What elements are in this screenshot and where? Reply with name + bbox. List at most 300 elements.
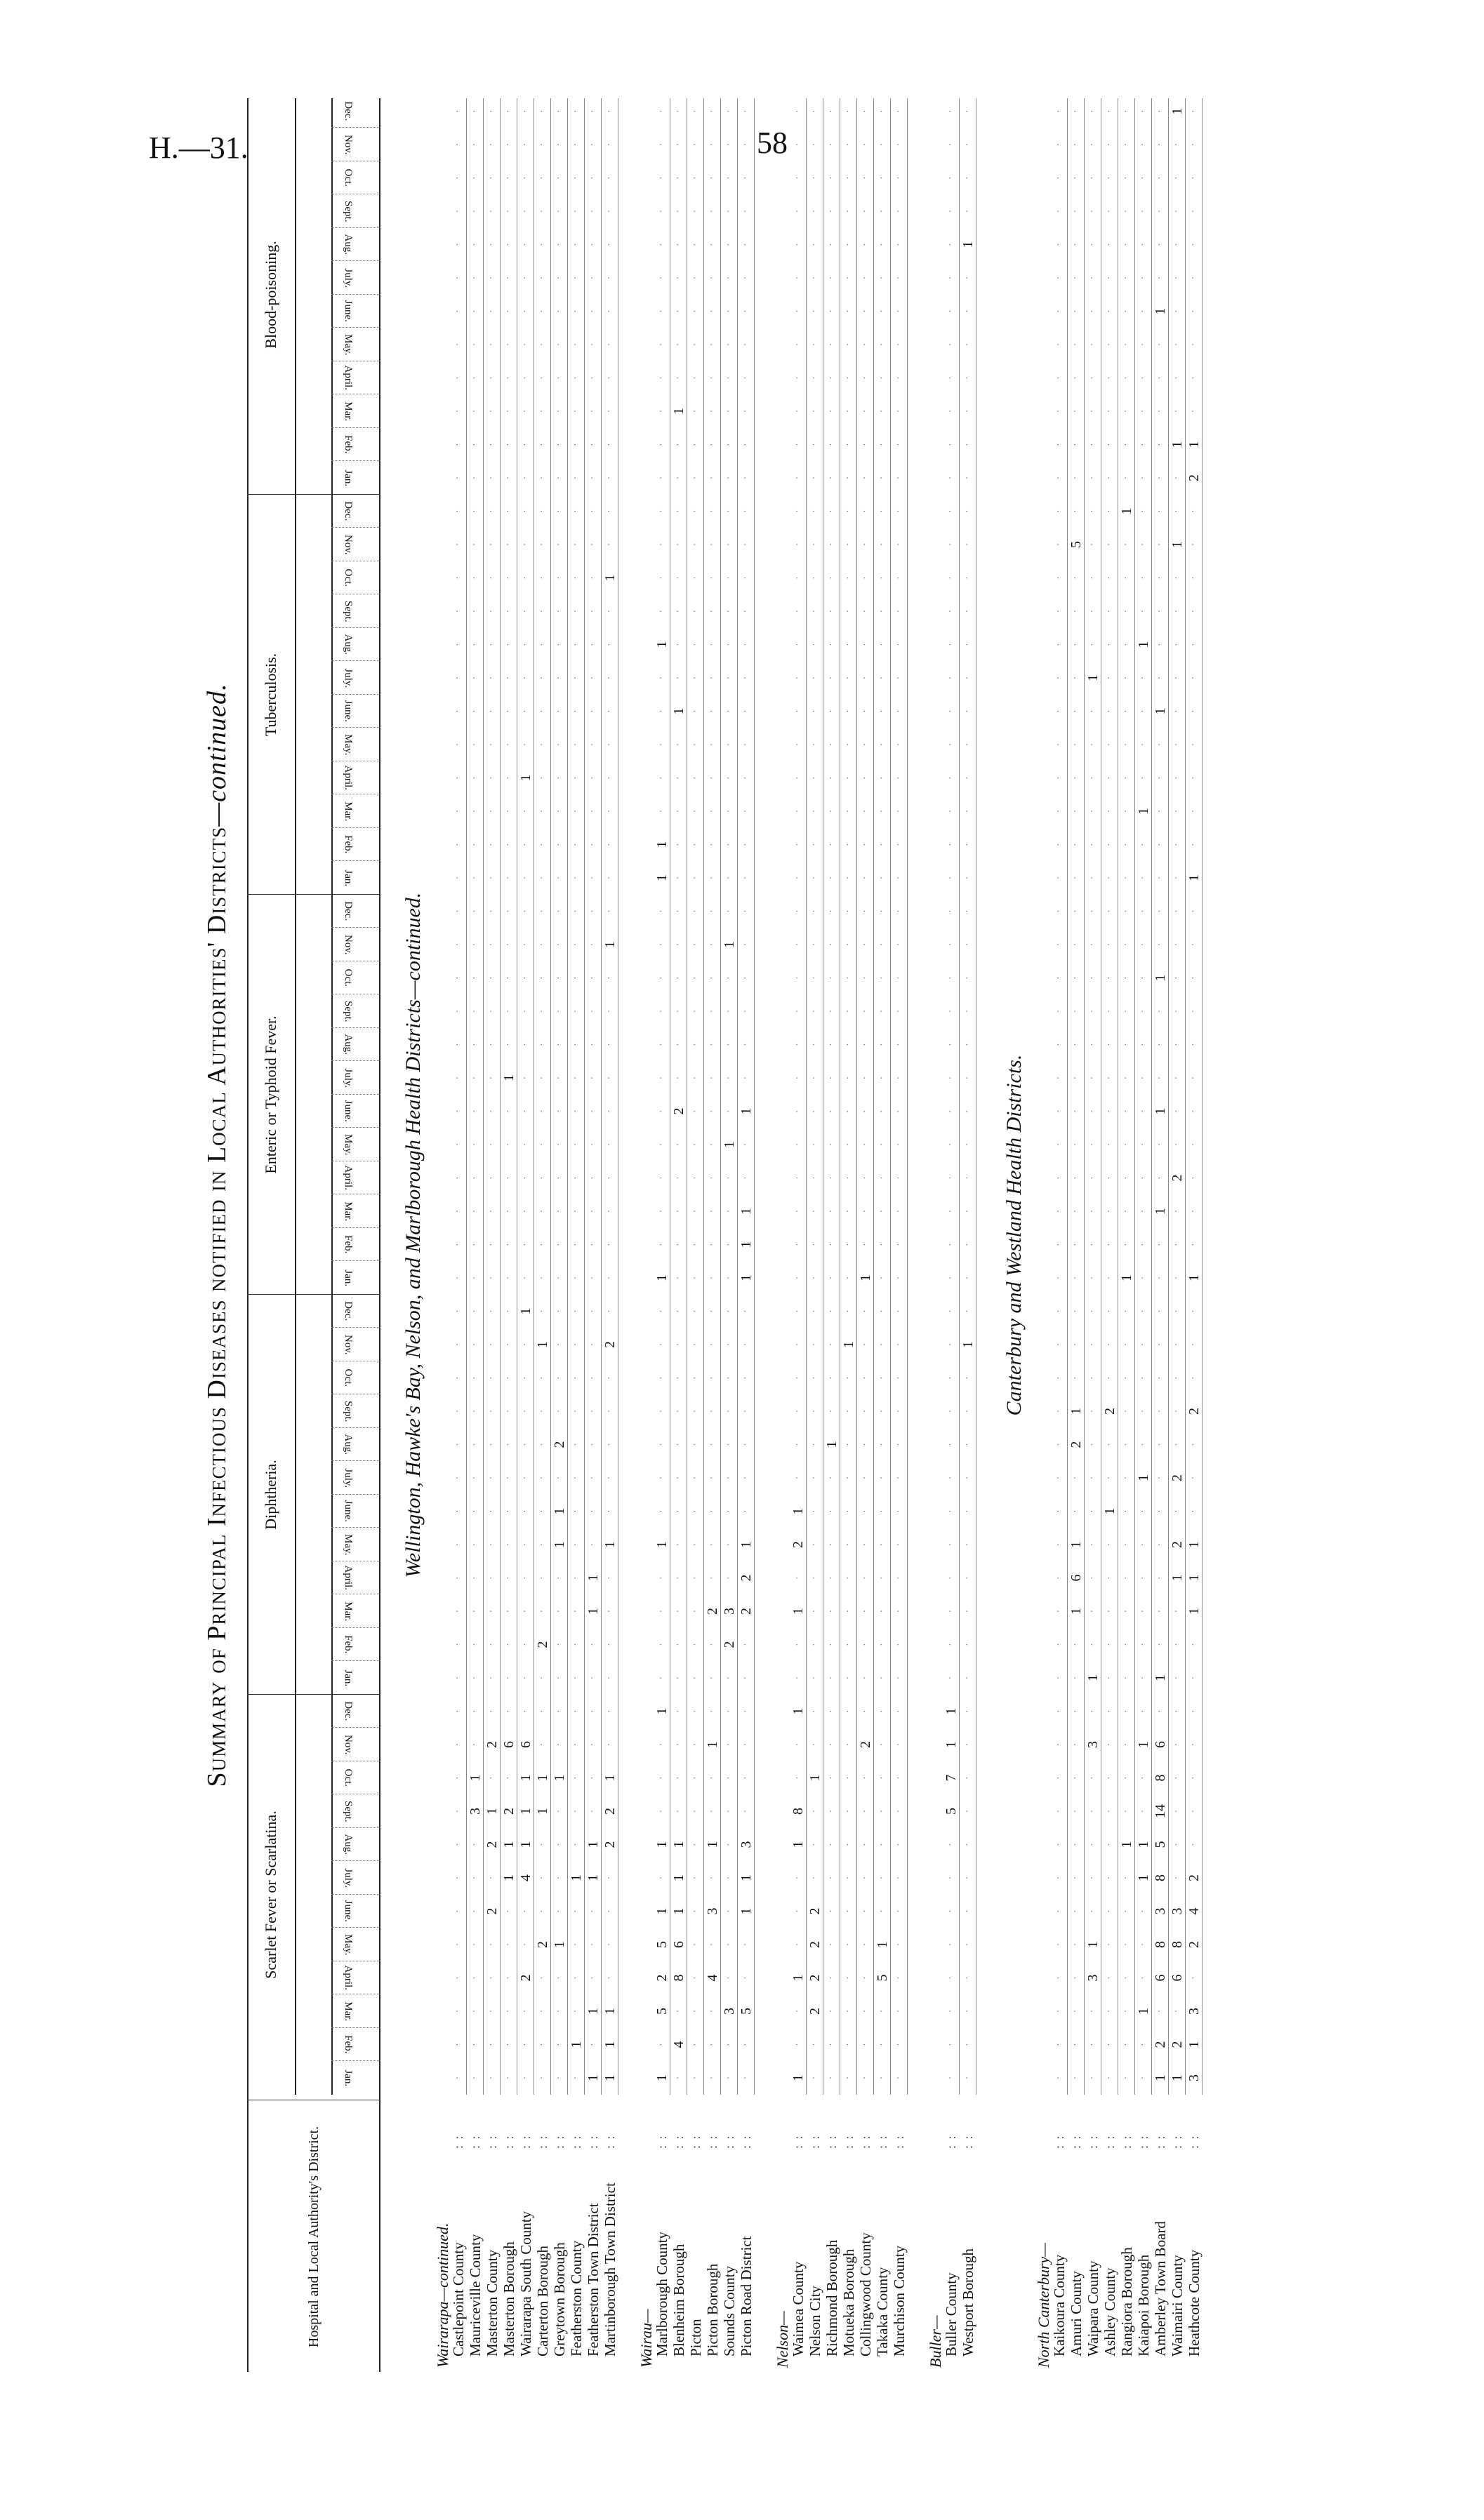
empty-cell-dot: · [1138, 1376, 1148, 1380]
empty-cell-dot: · [470, 476, 480, 480]
empty-cell-dot: · [470, 176, 480, 180]
empty-cell-dot: · [537, 643, 548, 646]
empty-cell-dot: · [571, 843, 581, 846]
empty-cell-dot: · [690, 1576, 701, 1580]
empty-cell-dot: · [946, 309, 956, 313]
district-name: Marlborough County [654, 2232, 670, 2356]
empty-cell-dot: · [503, 843, 514, 846]
empty-cell-dot: · [707, 1309, 717, 1313]
empty-cell-dot: · [537, 1542, 548, 1547]
leader-dots: : : [859, 2134, 873, 2149]
empty-cell-dot: · [588, 1309, 598, 1313]
empty-cell-dot: · [707, 1709, 717, 1713]
leader-dots: : : [1153, 2134, 1167, 2149]
empty-cell-dot: · [809, 309, 820, 313]
district-name: Waimea County [790, 2261, 807, 2356]
empty-cell-dot: · [486, 1876, 497, 1880]
month-divider [331, 794, 380, 795]
leader-dots: : : [485, 2134, 499, 2149]
month-header: June. [343, 1100, 354, 1123]
empty-cell-dot: · [503, 1542, 514, 1547]
empty-cell-dot: · [962, 1376, 973, 1380]
empty-cell-dot: · [656, 409, 667, 413]
empty-cell-dot: · [656, 1309, 667, 1313]
case-count: 1 [1136, 1474, 1151, 1481]
empty-cell-dot: · [826, 1843, 837, 1846]
case-count: 6 [518, 1741, 534, 1748]
empty-cell-dot: · [470, 1609, 480, 1613]
empty-cell-dot: · [1172, 1776, 1182, 1780]
empty-cell-dot: · [707, 609, 717, 613]
empty-cell-dot: · [946, 1409, 956, 1413]
empty-cell-dot: · [877, 1643, 887, 1646]
case-count: 7 [943, 1774, 959, 1782]
empty-cell-dot: · [520, 2043, 531, 2046]
empty-cell-dot: · [1172, 1443, 1182, 1446]
empty-cell-dot: · [1054, 1142, 1064, 1147]
case-count: 1 [501, 1841, 517, 1848]
empty-cell-dot: · [453, 1542, 463, 1547]
empty-cell-dot: · [894, 1443, 904, 1446]
month-header: May. [343, 1534, 354, 1556]
empty-cell-dot: · [1087, 1443, 1098, 1446]
empty-cell-dot: · [826, 1776, 837, 1780]
empty-cell-dot: · [690, 1676, 701, 1680]
empty-cell-dot: · [724, 342, 734, 347]
empty-cell-dot: · [1054, 1742, 1064, 1747]
empty-cell-dot: · [673, 1709, 684, 1713]
leader-dots: : : [536, 2134, 550, 2149]
empty-cell-dot: · [1071, 243, 1081, 246]
empty-cell-dot: · [1054, 1909, 1064, 1913]
case-count: 6 [671, 1941, 687, 1948]
empty-cell-dot: · [962, 509, 973, 513]
empty-cell-dot: · [1188, 309, 1199, 313]
title-continued: —continued. [202, 683, 232, 827]
empty-cell-dot: · [724, 976, 734, 980]
leader-dots: : : [1103, 2134, 1117, 2149]
empty-cell-dot: · [1138, 909, 1148, 913]
empty-cell-dot: · [554, 1109, 564, 1113]
district-name: Richmond Borough [823, 2239, 840, 2356]
empty-cell-dot: · [946, 709, 956, 713]
empty-cell-dot: · [962, 1076, 973, 1080]
empty-cell-dot: · [793, 909, 803, 913]
empty-cell-dot: · [1155, 443, 1165, 446]
empty-cell-dot: · [1155, 1309, 1165, 1313]
empty-cell-dot: · [673, 1542, 684, 1547]
header-bottom-rule [379, 98, 380, 2372]
empty-cell-dot: · [946, 1942, 956, 1947]
empty-cell-dot: · [962, 609, 973, 613]
empty-cell-dot: · [1104, 609, 1115, 613]
empty-cell-dot: · [1188, 376, 1199, 380]
month-header: June. [343, 700, 354, 723]
empty-cell-dot: · [588, 1509, 598, 1513]
month-header: Dec. [343, 1701, 354, 1721]
empty-cell-dot: · [470, 109, 480, 113]
empty-cell-dot: · [860, 2043, 870, 2046]
empty-cell-dot: · [1071, 1709, 1081, 1713]
month-header: Jan. [343, 469, 354, 487]
empty-cell-dot: · [537, 1976, 548, 1980]
empty-cell-dot: · [1188, 509, 1199, 513]
empty-cell-dot: · [1054, 176, 1064, 180]
empty-cell-dot: · [1138, 1809, 1148, 1813]
empty-cell-dot: · [946, 2076, 956, 2080]
empty-cell-dot: · [1087, 243, 1098, 246]
empty-cell-dot: · [1121, 109, 1132, 113]
empty-cell-dot: · [793, 1776, 803, 1780]
district-name: Sounds County [721, 2266, 738, 2356]
empty-cell-dot: · [724, 809, 734, 813]
empty-cell-dot: · [1071, 809, 1081, 813]
empty-cell-dot: · [486, 1643, 497, 1646]
empty-cell-dot: · [486, 243, 497, 246]
empty-cell-dot: · [877, 1509, 887, 1513]
empty-cell-dot: · [1121, 1709, 1132, 1713]
case-count: 2 [671, 1107, 687, 1115]
empty-cell-dot: · [656, 476, 667, 480]
empty-cell-dot: · [860, 409, 870, 413]
case-count: 1 [654, 2074, 670, 2081]
empty-cell-dot: · [673, 976, 684, 980]
empty-cell-dot: · [894, 476, 904, 480]
empty-cell-dot: · [707, 443, 717, 446]
empty-cell-dot: · [1121, 809, 1132, 813]
empty-cell-dot: · [690, 1742, 701, 1747]
empty-cell-dot: · [946, 243, 956, 246]
empty-cell-dot: · [470, 276, 480, 280]
empty-cell-dot: · [1155, 1509, 1165, 1513]
empty-cell-dot: · [707, 409, 717, 413]
row-rule [1185, 98, 1186, 2095]
empty-cell-dot: · [690, 1776, 701, 1780]
case-count: 1 [1153, 707, 1168, 715]
empty-cell-dot: · [809, 576, 820, 580]
empty-cell-dot: · [1172, 476, 1182, 480]
empty-cell-dot: · [503, 1909, 514, 1913]
month-divider [331, 1894, 380, 1895]
group-header-0: Scarlet Fever or Scarlatina. [262, 1811, 279, 1979]
month-divider [331, 461, 380, 462]
empty-cell-dot: · [571, 1243, 581, 1246]
empty-cell-dot: · [793, 776, 803, 780]
empty-cell-dot: · [860, 942, 870, 947]
empty-cell-dot: · [962, 1942, 973, 1947]
empty-cell-dot: · [1071, 976, 1081, 980]
empty-cell-dot: · [486, 1609, 497, 1613]
empty-cell-dot: · [1155, 909, 1165, 913]
empty-cell-dot: · [486, 843, 497, 846]
empty-cell-dot: · [860, 1876, 870, 1880]
empty-cell-dot: · [741, 1076, 751, 1080]
table-header [247, 98, 380, 2372]
empty-cell-dot: · [962, 476, 973, 480]
empty-cell-dot: · [894, 843, 904, 846]
empty-cell-dot: · [554, 243, 564, 246]
empty-cell-dot: · [1172, 876, 1182, 880]
case-count: 1 [654, 1541, 670, 1548]
empty-cell-dot: · [571, 276, 581, 280]
empty-cell-dot: · [741, 1942, 751, 1947]
empty-cell-dot: · [894, 1542, 904, 1547]
empty-cell-dot: · [860, 509, 870, 513]
empty-cell-dot: · [453, 709, 463, 713]
empty-cell-dot: · [486, 1209, 497, 1213]
empty-cell-dot: · [860, 1909, 870, 1913]
empty-cell-dot: · [1104, 109, 1115, 113]
case-count: 1 [552, 1541, 567, 1548]
empty-cell-dot: · [962, 1009, 973, 1013]
empty-cell-dot: · [894, 1609, 904, 1613]
empty-cell-dot: · [1087, 576, 1098, 580]
empty-cell-dot: · [843, 309, 854, 313]
empty-cell-dot: · [1138, 1509, 1148, 1513]
case-count: 2 [535, 1641, 550, 1648]
empty-cell-dot: · [894, 1409, 904, 1413]
empty-cell-dot: · [843, 376, 854, 380]
empty-cell-dot: · [946, 342, 956, 347]
empty-cell-dot: · [724, 1709, 734, 1713]
leader-dots: : : [672, 2134, 686, 2149]
empty-cell-dot: · [724, 1376, 734, 1380]
empty-cell-dot: · [1104, 243, 1115, 246]
empty-cell-dot: · [877, 176, 887, 180]
empty-cell-dot: · [453, 1443, 463, 1446]
empty-cell-dot: · [1071, 1509, 1081, 1513]
empty-cell-dot: · [724, 1876, 734, 1880]
empty-cell-dot: · [1071, 276, 1081, 280]
empty-cell-dot: · [946, 409, 956, 413]
empty-cell-dot: · [860, 1676, 870, 1680]
empty-cell-dot: · [453, 376, 463, 380]
month-header: Aug. [343, 634, 354, 655]
empty-cell-dot: · [1172, 1809, 1182, 1813]
empty-cell-dot: · [843, 1176, 854, 1180]
empty-cell-dot: · [673, 676, 684, 680]
empty-cell-dot: · [1087, 2076, 1098, 2080]
empty-cell-dot: · [843, 1609, 854, 1613]
leader-dots: : : [791, 2134, 805, 2149]
leader-dots: : : [1170, 2134, 1184, 2149]
empty-cell-dot: · [1054, 643, 1064, 646]
empty-cell-dot: · [673, 1409, 684, 1413]
empty-cell-dot: · [1054, 2043, 1064, 2046]
empty-cell-dot: · [588, 809, 598, 813]
empty-cell-dot: · [554, 909, 564, 913]
empty-cell-dot: · [453, 1676, 463, 1680]
empty-cell-dot: · [673, 109, 684, 113]
empty-cell-dot: · [741, 1376, 751, 1380]
empty-cell-dot: · [707, 1409, 717, 1413]
empty-cell-dot: · [707, 1176, 717, 1180]
row-rule [703, 98, 704, 2095]
empty-cell-dot: · [486, 809, 497, 813]
month-header: Jan. [343, 869, 354, 887]
month-divider [331, 1861, 380, 1862]
leader-dots: : : [689, 2134, 703, 2149]
empty-cell-dot: · [537, 1009, 548, 1013]
empty-cell-dot: · [826, 1809, 837, 1813]
leader-dots: : : [603, 2134, 617, 2149]
empty-cell-dot: · [604, 409, 615, 413]
empty-cell-dot: · [486, 576, 497, 580]
empty-cell-dot: · [503, 909, 514, 913]
empty-cell-dot: · [1172, 176, 1182, 180]
empty-cell-dot: · [1138, 1109, 1148, 1113]
empty-cell-dot: · [537, 843, 548, 846]
empty-cell-dot: · [894, 2076, 904, 2080]
empty-cell-dot: · [843, 1443, 854, 1446]
row-rule [466, 98, 467, 2095]
empty-cell-dot: · [1121, 709, 1132, 713]
empty-cell-dot: · [946, 1509, 956, 1513]
case-count: 1 [790, 1974, 806, 1982]
empty-cell-dot: · [1121, 142, 1132, 147]
empty-cell-dot: · [537, 876, 548, 880]
month-header: July. [343, 1468, 354, 1488]
empty-cell-dot: · [588, 942, 598, 947]
empty-cell-dot: · [604, 1476, 615, 1480]
empty-cell-dot: · [1121, 2076, 1132, 2080]
empty-cell-dot: · [520, 1909, 531, 1913]
empty-cell-dot: · [554, 443, 564, 446]
empty-cell-dot: · [707, 542, 717, 547]
empty-cell-dot: · [707, 109, 717, 113]
empty-cell-dot: · [690, 276, 701, 280]
case-count: 1 [1068, 1408, 1084, 1415]
empty-cell-dot: · [724, 1776, 734, 1780]
empty-cell-dot: · [656, 2043, 667, 2046]
empty-cell-dot: · [520, 1942, 531, 1947]
empty-cell-dot: · [793, 1142, 803, 1147]
empty-cell-dot: · [1155, 1376, 1165, 1380]
empty-cell-dot: · [1138, 1609, 1148, 1613]
empty-cell-dot: · [894, 742, 904, 747]
empty-cell-dot: · [1188, 1843, 1199, 1846]
empty-cell-dot: · [962, 209, 973, 213]
empty-cell-dot: · [843, 2009, 854, 2013]
empty-cell-dot: · [1071, 876, 1081, 880]
empty-cell-dot: · [571, 1676, 581, 1680]
case-count: 2 [807, 1907, 823, 1915]
empty-cell-dot: · [656, 509, 667, 513]
empty-cell-dot: · [962, 1209, 973, 1213]
empty-cell-dot: · [1138, 376, 1148, 380]
empty-cell-dot: · [1138, 1142, 1148, 1147]
empty-cell-dot: · [860, 1176, 870, 1180]
empty-cell-dot: · [1071, 709, 1081, 713]
case-count: 1 [1170, 2074, 1185, 2081]
empty-cell-dot: · [1087, 443, 1098, 446]
empty-cell-dot: · [537, 1609, 548, 1613]
empty-cell-dot: · [690, 309, 701, 313]
empty-cell-dot: · [537, 1309, 548, 1313]
empty-cell-dot: · [588, 709, 598, 713]
district-column-header: Hospital and Local Authority's District. [306, 2126, 322, 2348]
empty-cell-dot: · [707, 909, 717, 913]
empty-cell-dot: · [826, 276, 837, 280]
empty-cell-dot: · [1104, 809, 1115, 813]
district-name: Kaiapoi Borough [1135, 2254, 1152, 2356]
row-rule [550, 98, 551, 2095]
empty-cell-dot: · [946, 1643, 956, 1646]
empty-cell-dot: · [453, 1509, 463, 1513]
empty-cell-dot: · [793, 1876, 803, 1880]
empty-cell-dot: · [453, 1109, 463, 1113]
empty-cell-dot: · [877, 1609, 887, 1613]
empty-cell-dot: · [673, 1342, 684, 1347]
empty-cell-dot: · [1121, 643, 1132, 646]
empty-cell-dot: · [877, 1409, 887, 1413]
empty-cell-dot: · [877, 1576, 887, 1580]
empty-cell-dot: · [1104, 1209, 1115, 1213]
empty-cell-dot: · [793, 876, 803, 880]
row-rule [584, 98, 585, 2095]
empty-cell-dot: · [1104, 1342, 1115, 1347]
empty-cell-dot: · [809, 342, 820, 347]
empty-cell-dot: · [503, 109, 514, 113]
empty-cell-dot: · [1104, 1643, 1115, 1646]
empty-cell-dot: · [1071, 576, 1081, 580]
empty-cell-dot: · [554, 1709, 564, 1713]
empty-cell-dot: · [588, 342, 598, 347]
empty-cell-dot: · [673, 443, 684, 446]
empty-cell-dot: · [1188, 1709, 1199, 1713]
case-count: 14 [1153, 1804, 1168, 1818]
empty-cell-dot: · [1087, 509, 1098, 513]
empty-cell-dot: · [673, 942, 684, 947]
empty-cell-dot: · [946, 1142, 956, 1147]
empty-cell-dot: · [453, 1043, 463, 1046]
empty-cell-dot: · [520, 542, 531, 547]
empty-cell-dot: · [453, 476, 463, 480]
empty-cell-dot: · [673, 276, 684, 280]
empty-cell-dot: · [673, 843, 684, 846]
empty-cell-dot: · [673, 643, 684, 646]
empty-cell-dot: · [470, 676, 480, 680]
empty-cell-dot: · [894, 1476, 904, 1480]
empty-cell-dot: · [673, 176, 684, 180]
district-name: Picton Borough [704, 2263, 721, 2356]
empty-cell-dot: · [503, 142, 514, 147]
empty-cell-dot: · [1188, 209, 1199, 213]
empty-cell-dot: · [470, 1976, 480, 1980]
empty-cell-dot: · [486, 1342, 497, 1347]
empty-cell-dot: · [690, 1076, 701, 1080]
empty-cell-dot: · [894, 142, 904, 147]
empty-cell-dot: · [1121, 1676, 1132, 1680]
empty-cell-dot: · [962, 676, 973, 680]
empty-cell-dot: · [946, 376, 956, 380]
empty-cell-dot: · [470, 709, 480, 713]
empty-cell-dot: · [453, 643, 463, 646]
empty-cell-dot: · [826, 1109, 837, 1113]
case-count: 2 [1186, 474, 1202, 481]
empty-cell-dot: · [1121, 1942, 1132, 1947]
empty-cell-dot: · [843, 1742, 854, 1747]
district-name: Waimairi County [1169, 2255, 1186, 2356]
empty-cell-dot: · [470, 1109, 480, 1113]
empty-cell-dot: · [860, 1942, 870, 1947]
empty-cell-dot: · [1172, 776, 1182, 780]
empty-cell-dot: · [877, 1876, 887, 1880]
empty-cell-dot: · [877, 109, 887, 113]
empty-cell-dot: · [1087, 1843, 1098, 1846]
empty-cell-dot: · [793, 109, 803, 113]
empty-cell-dot: · [571, 376, 581, 380]
